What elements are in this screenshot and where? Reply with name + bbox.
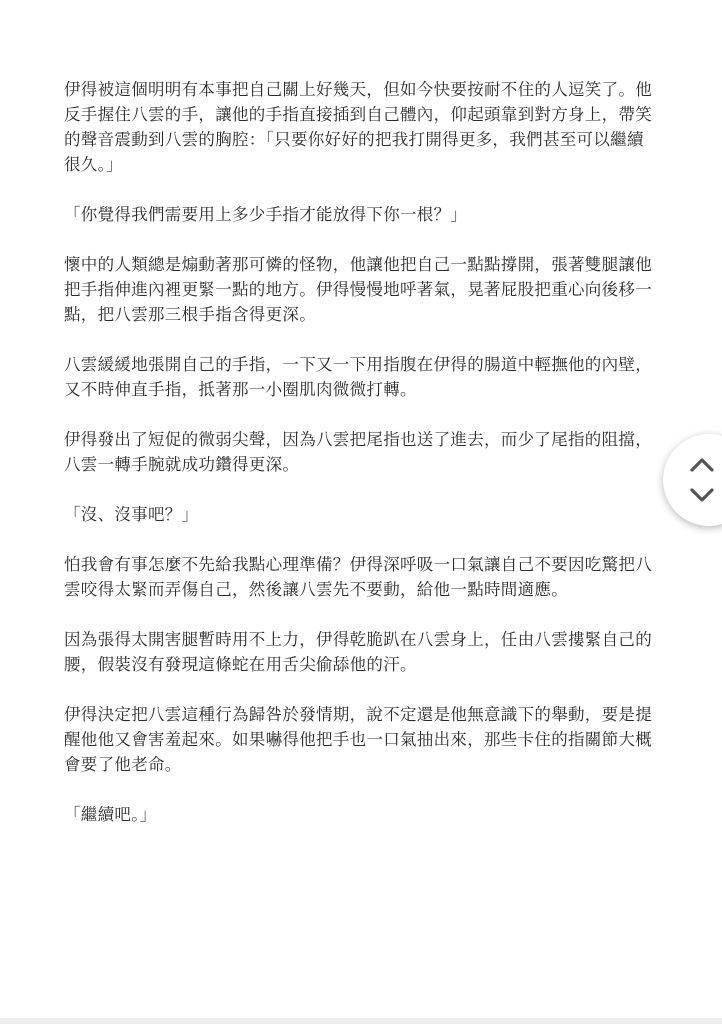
paragraph: 八雲緩緩地張開自己的手指，一下又一下用指腹在伊得的腸道中輕撫他的內壁，又不時伸直手指，抵著那一小圈肌肉微微打轉。 <box>64 355 652 399</box>
paragraph: 怕我會有事怎麼不先給我點心理準備？伊得深呼吸一口氣讓自己不要因吃驚把八雲咬得太緊而弄傷自己，然後讓八雲先不要動，給他一點時間適應。 <box>64 555 652 599</box>
paragraph: 伊得發出了短促的微弱尖聲，因為八雲把尾指也送了進去，而少了尾指的阻擋，八雲一轉手腕就成功鑽得更深。 <box>64 430 652 474</box>
scroll-control <box>663 434 722 526</box>
paragraph: 伊得被這個明明有本事把自己關上好幾天，但如今快要按耐不住的人逗笑了。他反手握住八雲的手，讓他的手指直接插到自己體內，仰起頭靠到對方身上，帶笑的聲音震動到八雲的胸腔：「只要你好好的把我打開得更多，我們甚至可以繼續很久。」 <box>64 80 652 174</box>
paragraph: 「繼續吧。」 <box>64 805 157 824</box>
chevron-up-icon <box>689 454 715 476</box>
scroll-up-button[interactable] <box>689 454 715 476</box>
chevron-down-icon <box>689 484 715 506</box>
scroll-down-button[interactable] <box>689 484 715 506</box>
paragraph: 懷中的人類總是煽動著那可憐的怪物，他讓他把自己一點點撐開，張著雙腿讓他把手指伸進內裡更緊一點的地方。伊得慢慢地呼著氣，晃著屁股把重心向後移一點，把八雲那三根手指含得更深。 <box>64 255 652 324</box>
paragraph: 因為張得太開害腿暫時用不上力，伊得乾脆趴在八雲身上，任由八雲摟緊自己的腰，假裝沒有發現這條蛇在用舌尖偷舔他的汗。 <box>64 630 652 674</box>
paragraph: 「你覺得我們需要用上多少手指才能放得下你一根？」 <box>64 205 468 224</box>
paragraph: 伊得決定把八雲這種行為歸咎於發情期，說不定還是他無意識下的舉動，要是提醒他他又會害羞起來。如果嚇得他把手也一口氣抽出來，那些卡住的指關節大概會要了他老命。 <box>64 705 652 774</box>
paragraph: 「沒、沒事吧？」 <box>64 505 199 524</box>
article-body <box>64 77 658 852</box>
bottom-bar <box>0 1018 722 1024</box>
